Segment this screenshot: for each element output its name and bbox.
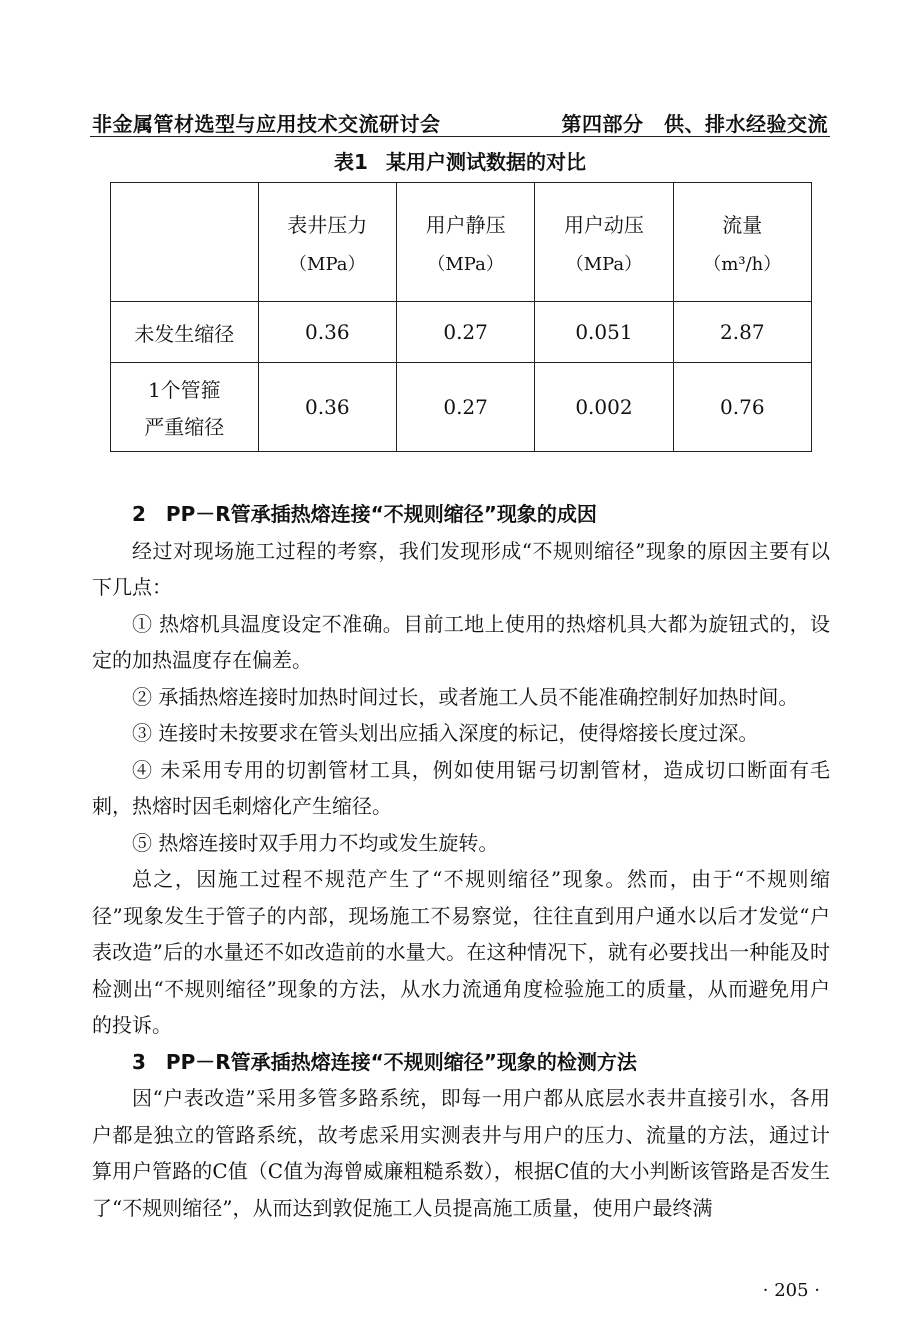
paragraph: 经过对现场施工过程的考察，我们发现形成“不规则缩径”现象的原因主要有以下几点： [92,538,830,599]
table-cell: 0.051 [535,302,673,363]
running-header-right: 第四部分 供、排水经验交流 [561,112,828,136]
table-number: 表1 [334,150,368,174]
table-row [111,302,812,363]
header-cell: 表井压力 （MPa） [258,183,396,302]
paragraph: 总之，因施工过程不规范产生了“不规则缩径”现象。然而，由于“不规则缩径”现象发生于管子的内部，现场施工不易察觉，往往直到用户通水以后才发觉“户表改造”后的水量还不如改造前的水量大。在这种情况下，就有必要找出一种能及时检测出“不规则缩径”现象的方法，从水力流通角度检验施工的质量，从而避免用户的投诉。 [92,867,830,1037]
table-cell: 0.002 [535,363,673,452]
page-number: · 205 · [762,1280,820,1301]
section-heading: 3 PP－R管承插热熔连接“不规则缩径”现象的检测方法 [132,1049,637,1074]
header-corner-cell [111,183,259,302]
list-item: ⑤ 热熔连接时双手用力不均或发生旋转。 [132,830,499,855]
paragraph: 因“户表改造”采用多管多路系统，即每一用户都从底层水表井直接引水，各用户都是独立的管路系统，故考虑采用实测表井与用户的压力、流量的方法，通过计算用户管路的C值（C值为海曾威廉粗糙系数），根据C值的大小判断该管路是否发生了“不规则缩径”，从而达到敦促施工人员提高施工质量，使用户最终满 [92,1086,830,1220]
table-cell: 0.27 [396,363,534,452]
header-cell: 流量 （m³/h） [673,183,811,302]
data-table [110,182,812,452]
header-rule [90,136,830,137]
row-label-cell: 未发生缩径 [111,302,259,363]
header-cell: 用户动压 （MPa） [535,183,673,302]
row-label-cell: 1个管箍 严重缩径 [111,363,259,452]
table-header-row [111,183,812,302]
list-item: ④ 未采用专用的切割管材工具，例如使用锯弓切割管材，造成切口断面有毛刺，热熔时因毛刺熔化产生缩径。 [92,757,830,818]
list-item: ① 热熔机具温度设定不准确。目前工地上使用的热熔机具大都为旋钮式的，设定的加热温度存在偏差。 [92,611,830,672]
header-cell: 用户静压 （MPa） [396,183,534,302]
table-caption [0,146,920,175]
table-cell: 0.76 [673,363,811,452]
list-item: ③ 连接时未按要求在管头划出应插入深度的标记，使得熔接长度过深。 [132,721,759,745]
table-title: 某用户测试数据的对比 [385,150,586,174]
table-row [111,363,812,452]
list-item: ② 承插热熔连接时加热时间过长，或者施工人员不能准确控制好加热时间。 [132,684,799,709]
section-heading: 2 PP－R管承插热熔连接“不规则缩径”现象的成因 [132,502,597,526]
table-cell: 0.27 [396,302,534,363]
table-cell: 0.36 [258,363,396,452]
running-header-left: 非金属管材选型与应用技术交流研讨会 [92,112,441,136]
body-text [92,496,830,1226]
table-cell: 2.87 [673,302,811,363]
table-cell: 0.36 [258,302,396,363]
